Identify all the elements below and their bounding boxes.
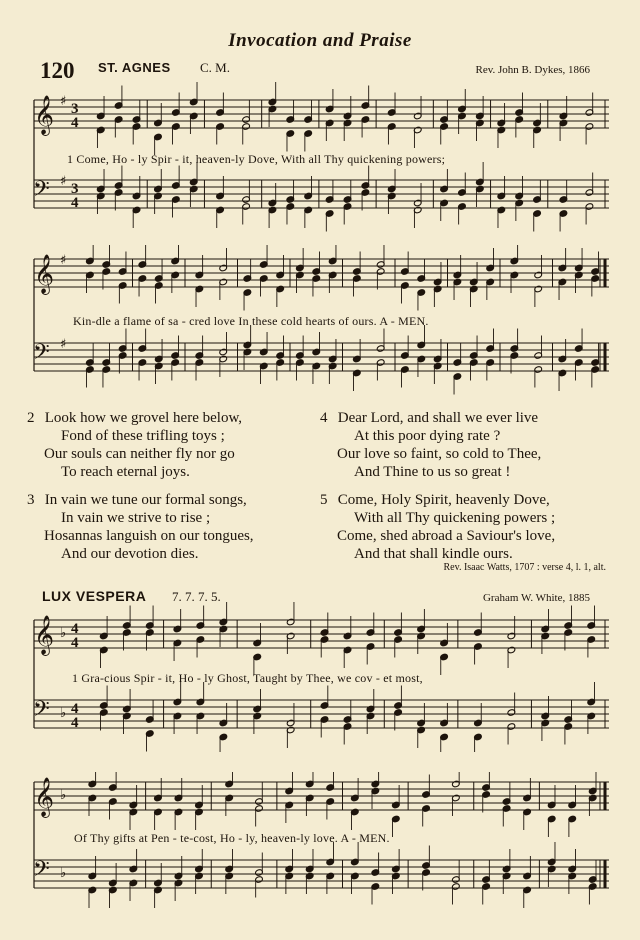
- flat-icon: ♭: [60, 788, 67, 803]
- lyric-line: 1 Gra-cious Spir - it, Ho - ly Ghost, Taught by Thee, we cov - et most,: [72, 671, 423, 685]
- composer-credit: Graham W. White, 1885: [482, 592, 590, 604]
- sharp-icon: ♯: [60, 94, 67, 109]
- verse-line: In vain we tune our formal songs,: [44, 492, 247, 508]
- time-signature: 4: [71, 195, 79, 211]
- verse-line: And our devotion dies.: [61, 546, 199, 562]
- flat-icon: ♭: [60, 706, 67, 721]
- sharp-icon: ♯: [60, 253, 67, 268]
- meter: C. M.: [200, 60, 230, 75]
- treble-clef-icon: 𝄞: [34, 95, 55, 135]
- verse-number: 4: [320, 410, 328, 426]
- time-signature: 4: [71, 115, 79, 131]
- verse: [27, 491, 317, 563]
- verse-number: 2: [27, 410, 35, 426]
- bass-clef-icon: 𝄢: [33, 857, 50, 887]
- meter: 7. 7. 7. 5.: [172, 589, 221, 604]
- verse-line: Fond of these trifling toys ;: [61, 428, 225, 444]
- time-signature: 4: [71, 701, 79, 717]
- verse-column-right: [320, 409, 620, 563]
- section-title: Invocation and Praise: [228, 30, 412, 51]
- time-signature: 3: [71, 181, 79, 197]
- flat-icon: ♭: [60, 866, 67, 881]
- bass-clef-icon: 𝄢: [33, 177, 50, 207]
- time-signature: 4: [71, 635, 79, 651]
- tune-name: ST. AGNES: [98, 60, 171, 75]
- bass-clef-icon: 𝄢: [33, 340, 50, 370]
- verse-line: Come, Holy Spirit, heavenly Dove,: [337, 492, 550, 508]
- verse-line: Dear Lord, and shall we ever live: [337, 410, 539, 426]
- time-signature: 3: [71, 101, 79, 117]
- sharp-icon: ♯: [60, 174, 67, 189]
- verse-line: To reach eternal joys.: [61, 464, 190, 480]
- verse-line: And that shall kindle ours.: [354, 546, 513, 562]
- flat-icon: ♭: [60, 626, 67, 641]
- verse: [320, 409, 620, 481]
- time-signature: 4: [71, 621, 79, 637]
- lyric-line: 1 Come, Ho - ly Spir - it, heaven-ly Dove, With all Thy quickening powers;: [67, 152, 446, 166]
- verse-line: Our souls can neither fly nor go: [44, 446, 235, 462]
- lyric-line: Of Thy gifts at Pen - te-cost, Ho - ly, heaven-ly love. A - MEN.: [74, 831, 390, 845]
- verse-line: Come, shed abroad a Saviour's love,: [337, 528, 556, 544]
- verse-line: Hosannas languish on our tongues,: [44, 528, 254, 544]
- verse-line: In vain we strive to rise ;: [61, 510, 211, 526]
- verse-column-left: [27, 409, 317, 563]
- tune-name: LUX VESPERA: [42, 588, 147, 604]
- sharp-icon: ♯: [60, 337, 67, 352]
- verse: [27, 409, 317, 481]
- verse-number: 5: [320, 492, 328, 508]
- lyric-line: Kin-dle a flame of sa - cred love In these cold hearts of ours. A - MEN.: [73, 314, 429, 328]
- verse-line: And Thine to us so great !: [354, 464, 511, 480]
- treble-clef-icon: 𝄞: [34, 615, 55, 655]
- hymn-number: 120: [40, 58, 75, 83]
- bass-clef-icon: 𝄢: [33, 697, 50, 727]
- verse-number: 3: [27, 492, 35, 508]
- composer-credit: Rev. John B. Dykes, 1866: [475, 64, 590, 76]
- treble-clef-icon: 𝄞: [34, 254, 55, 294]
- verse-line: With all Thy quickening powers ;: [354, 510, 556, 526]
- treble-clef-icon: 𝄞: [34, 777, 55, 817]
- text-attribution: Rev. Isaac Watts, 1707 : verse 4, l. 1, alt.: [443, 562, 606, 573]
- music-system-4: [30, 772, 615, 922]
- verse-line: Our love so faint, so cold to Thee,: [337, 446, 542, 462]
- time-signature: 4: [71, 715, 79, 731]
- verse-line: At this poor dying rate ?: [354, 428, 501, 444]
- verse: [320, 491, 620, 563]
- verse-line: Look how we grovel here below,: [44, 410, 243, 426]
